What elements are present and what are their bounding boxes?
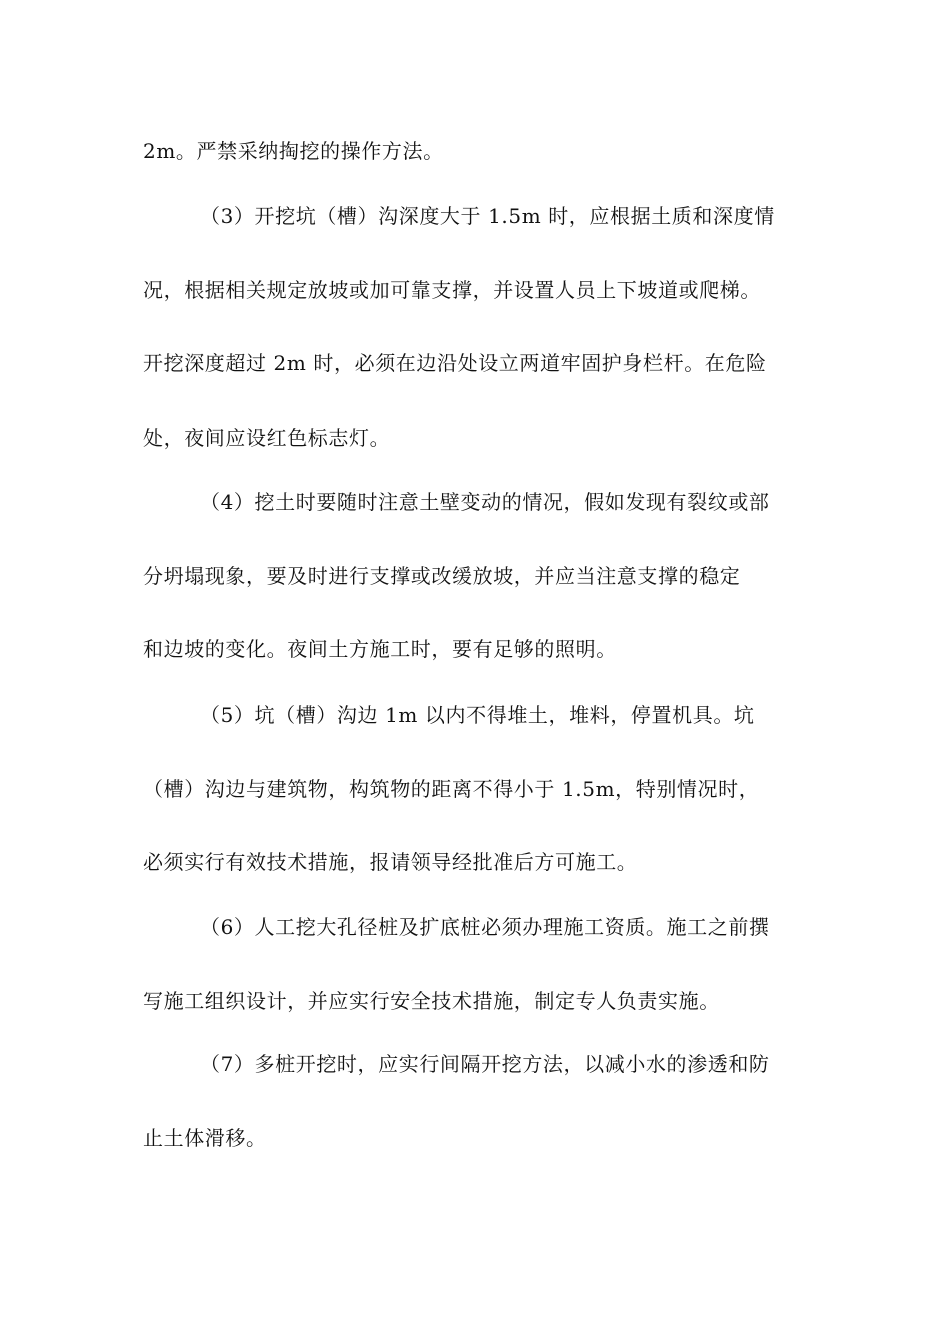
text-line-6: （4）挖土时要随时注意土壁变动的情况，假如发现有裂纹或部 xyxy=(200,490,770,514)
text-line-2: （3）开挖坑（槽）沟深度大于 1.5m 时，应根据土质和深度情 xyxy=(200,204,775,228)
text-line-8: 和边坡的变化。夜间土方施工时，要有足够的照明。 xyxy=(143,637,617,661)
text-line-3: 况，根据相关规定放坡或加可靠支撑，并设置人员上下坡道或爬梯。 xyxy=(143,278,761,302)
text-line-7: 分坍塌现象，要及时进行支撑或改缓放坡，并应当注意支撑的稳定 xyxy=(143,564,741,588)
text-line-12: （6）人工挖大孔径桩及扩底桩必须办理施工资质。施工之前撰 xyxy=(200,915,770,939)
text-line-10: （槽）沟边与建筑物，构筑物的距离不得小于 1.5m，特别情况时， xyxy=(143,777,760,801)
text-line-11: 必须实行有效技术措施，报请领导经批准后方可施工。 xyxy=(143,850,638,874)
text-line-14: （7）多桩开挖时，应实行间隔开挖方法，以减小水的渗透和防 xyxy=(200,1052,770,1076)
text-line-15: 止土体滑移。 xyxy=(143,1126,267,1150)
text-line-13: 写施工组织设计，并应实行安全技术措施，制定专人负责实施。 xyxy=(143,989,720,1013)
text-line-9: （5）坑（槽）沟边 1m 以内不得堆土，堆料，停置机具。坑 xyxy=(200,703,755,727)
text-line-5: 处，夜间应设红色标志灯。 xyxy=(143,426,391,450)
text-line-4: 开挖深度超过 2m 时，必须在边沿处设立两道牢固护身栏杆。在危险 xyxy=(143,351,767,375)
text-line-1: 2m。严禁采纳掏挖的操作方法。 xyxy=(143,139,444,163)
